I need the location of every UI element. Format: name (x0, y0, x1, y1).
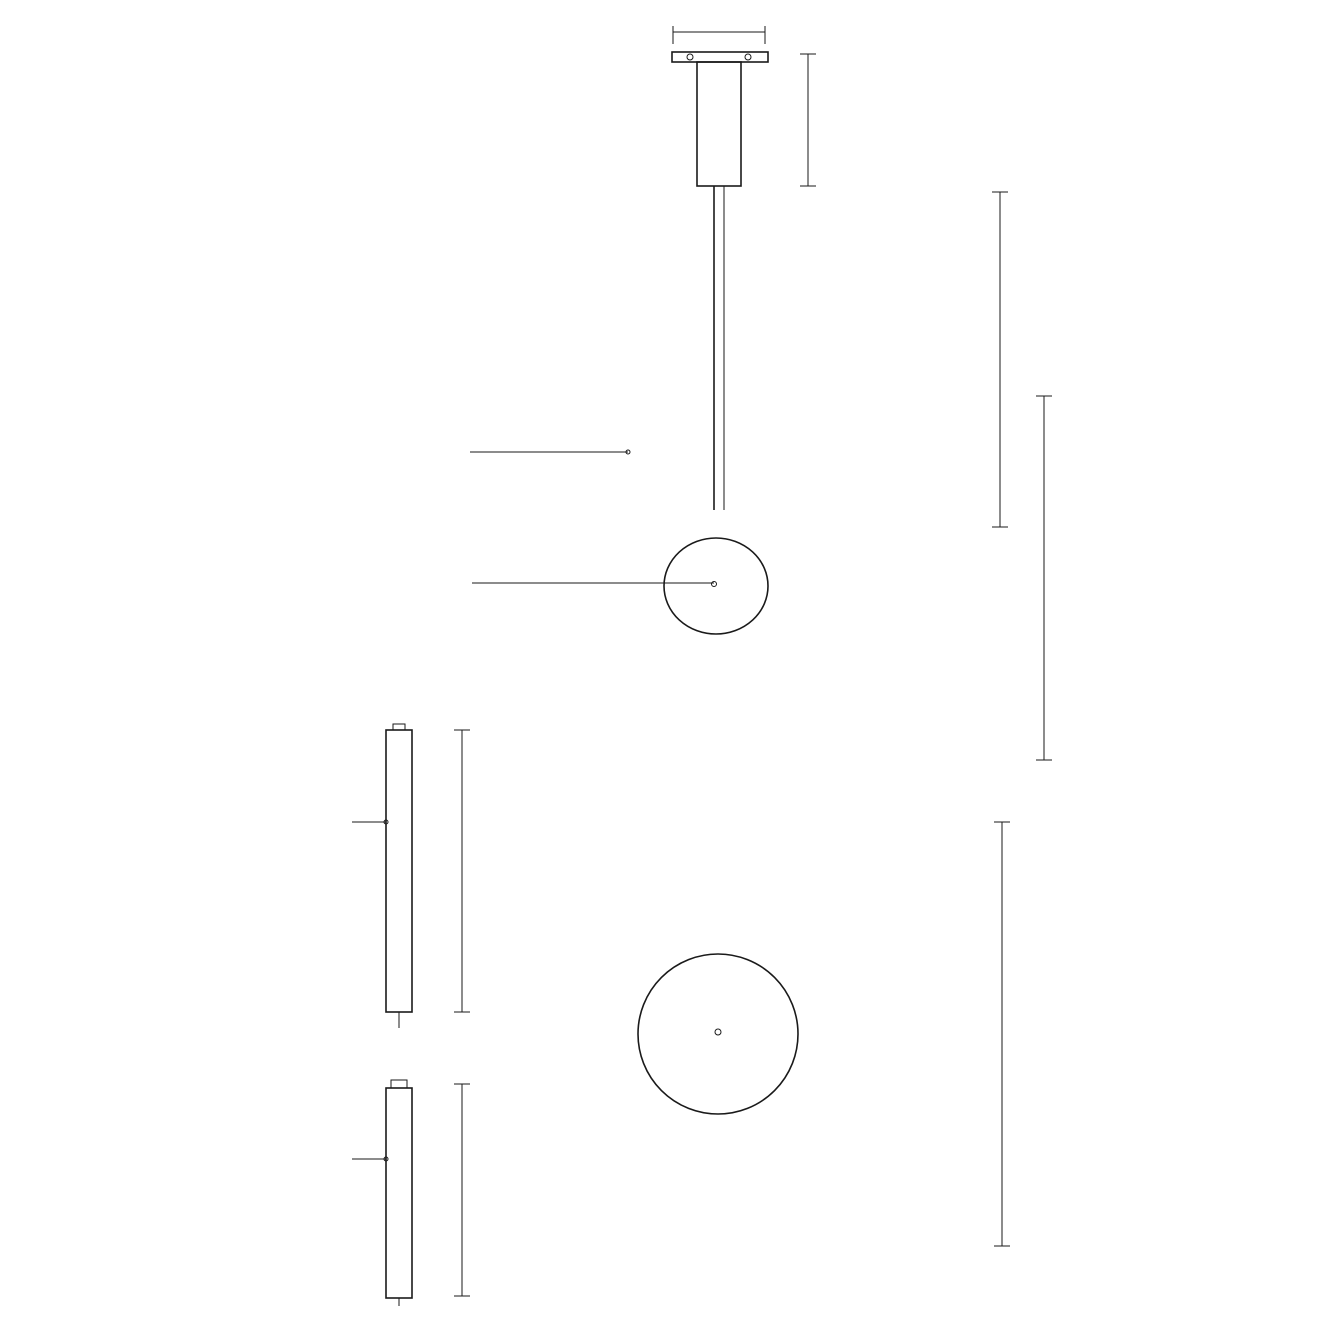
acrylic-callout (470, 450, 630, 454)
short-rod (386, 1088, 412, 1298)
short-rod-detail (352, 1080, 470, 1306)
canopy-diameter-dimension (673, 26, 765, 44)
body-height-dimension (1036, 396, 1052, 760)
max-height-dimension (992, 192, 1008, 527)
canopy-height-dimension (800, 54, 816, 186)
canopy (672, 52, 768, 510)
fixture-top-view (638, 954, 798, 1114)
fixture-side-view (664, 538, 768, 634)
top-hub (638, 954, 798, 1114)
overall-diameter-dimension (994, 822, 1010, 1246)
long-rod-detail (352, 724, 470, 1028)
long-rod (386, 730, 412, 1012)
